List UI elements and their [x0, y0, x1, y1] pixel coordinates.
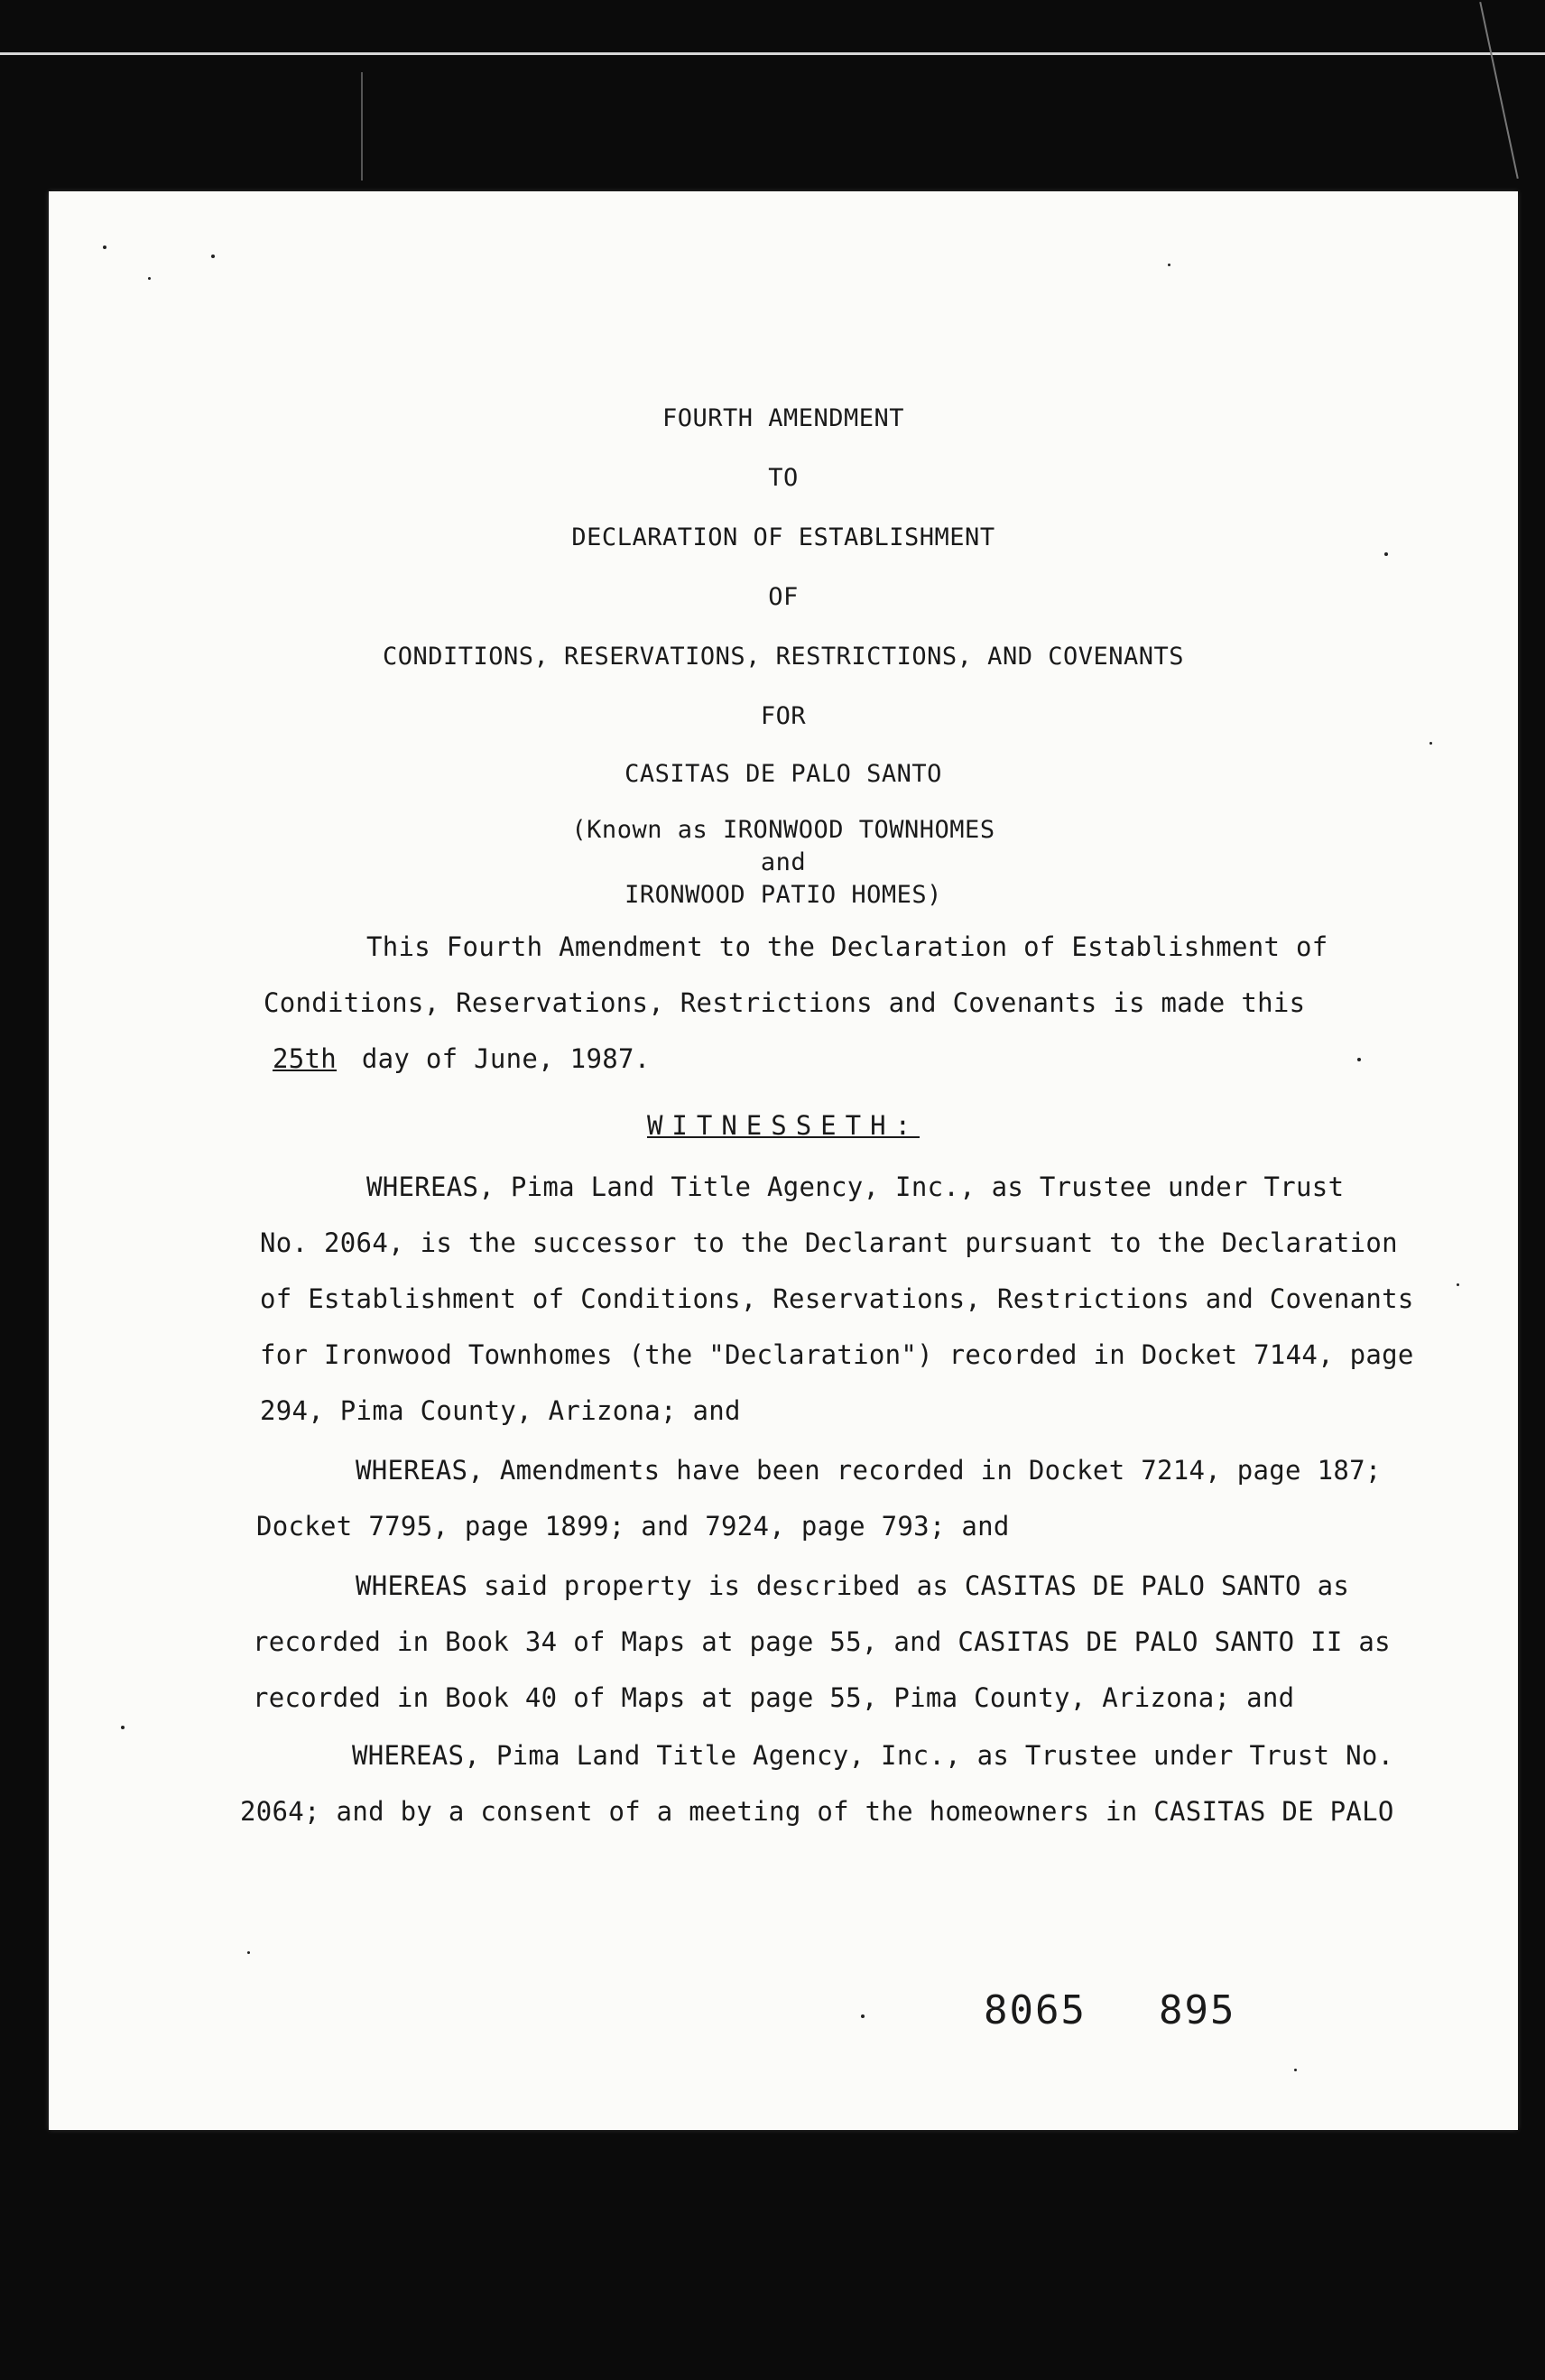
- heading-line-6: FOR: [760, 702, 807, 730]
- docket-number: 8065: [984, 1987, 1087, 2033]
- p3-line-3: recorded in Book 40 of Maps at page 55, Pima County, Arizona; and: [253, 1682, 1295, 1713]
- scan-speck: [247, 1951, 250, 1954]
- p1-line-1: WHEREAS, Pima Land Title Agency, Inc., as Trustee under Trust: [366, 1171, 1345, 1202]
- document-page: [49, 191, 1518, 2130]
- scan-speck: [1168, 264, 1170, 266]
- scan-speck: [148, 277, 151, 280]
- date-rest: day of June, 1987.: [361, 1043, 651, 1074]
- date-day: 25th: [273, 1043, 338, 1074]
- p2-line-2: Docket 7795, page 1899; and 7924, page 793; and: [256, 1511, 1010, 1542]
- heading-line-2: TO: [768, 464, 799, 492]
- scan-artifact-line: [1479, 2, 1519, 179]
- scan-artifact-line: [361, 72, 363, 181]
- scan-speck: [1294, 2069, 1297, 2071]
- p1-line-3: of Establishment of Conditions, Reservations, Restrictions and Covenants: [260, 1283, 1414, 1314]
- heading-line-5: CONDITIONS, RESERVATIONS, RESTRICTIONS, AND COVENANTS: [382, 643, 1185, 671]
- p4-line-2: 2064; and by a consent of a meeting of the homeowners in CASITAS DE PALO: [240, 1796, 1394, 1827]
- scan-speck: [1457, 1283, 1459, 1286]
- scan-speck: [103, 245, 106, 249]
- witnesseth-heading: WITNESSETH:: [646, 1110, 921, 1141]
- heading-line-8: (Known as IRONWOOD TOWNHOMES: [571, 816, 995, 844]
- scan-speck: [121, 1726, 125, 1729]
- scan-speck: [861, 2014, 865, 2018]
- intro-line-2: Conditions, Reservations, Restrictions and Covenants is made this: [264, 987, 1306, 1018]
- scan-speck: [1384, 552, 1388, 556]
- intro-line-1: This Fourth Amendment to the Declaration of Establishment of: [366, 931, 1328, 962]
- heading-line-3: DECLARATION OF ESTABLISHMENT: [571, 523, 995, 551]
- p3-line-2: recorded in Book 34 of Maps at page 55, and CASITAS DE PALO SANTO II as: [253, 1626, 1391, 1657]
- p1-line-2: No. 2064, is the successor to the Declarant pursuant to the Declaration: [260, 1227, 1398, 1258]
- p1-line-5: 294, Pima County, Arizona; and: [260, 1395, 741, 1426]
- scan-artifact-line: [0, 52, 1545, 55]
- p3-line-1: WHEREAS said property is described as CASITAS DE PALO SANTO as: [356, 1570, 1350, 1601]
- p4-line-1: WHEREAS, Pima Land Title Agency, Inc., as Trustee under Trust No.: [352, 1740, 1394, 1771]
- scan-speck: [1429, 742, 1432, 745]
- heading-line-1: FOURTH AMENDMENT: [661, 404, 905, 432]
- intro-line-3: [264, 1043, 650, 1074]
- heading-line-4: OF: [768, 583, 799, 611]
- heading-line-10: IRONWOOD PATIO HOMES): [624, 881, 942, 909]
- heading-line-7: CASITAS DE PALO SANTO: [624, 760, 942, 788]
- scan-speck: [211, 255, 215, 258]
- scan-speck: [1357, 1058, 1361, 1061]
- p2-line-1: WHEREAS, Amendments have been recorded in Docket 7214, page 187;: [356, 1455, 1382, 1486]
- p1-line-4: for Ironwood Townhomes (the "Declaration") recorded in Docket 7144, page: [260, 1339, 1414, 1370]
- page-number: 895: [1159, 1987, 1236, 2033]
- heading-line-9: and: [760, 848, 807, 876]
